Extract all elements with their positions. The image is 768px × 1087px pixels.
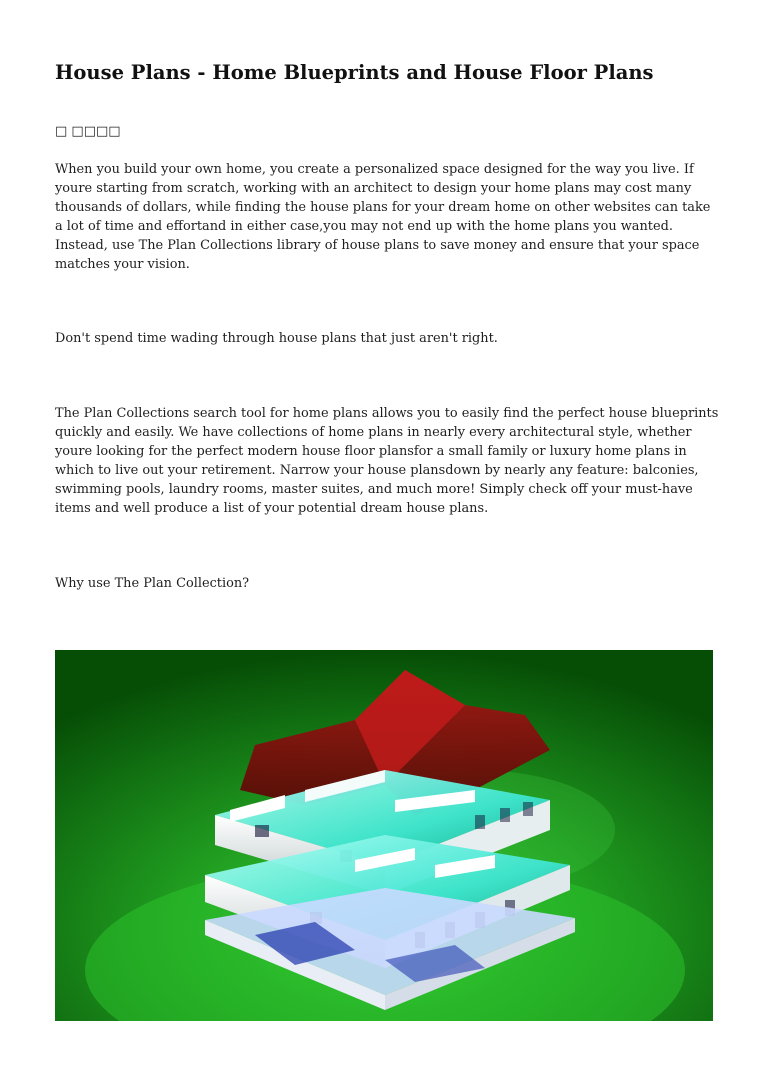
article-meta: □ □□□□ xyxy=(55,124,121,139)
paragraph-search-tool: The Plan Collections search tool for home plans allows you to easily find the perfect house blueprints quickly and easily. We have collections of home plans in nearly every architectural style, whether youre looking for the perfect modern house floor plansfor a small family or luxury home plans in which to live out your retirement. Narrow your house plansdown by nearly any feature: balconies, swimming pools, laundry rooms, master suites, and much more! Simply check off your must-have items and well produce a list of your potential dream house plans. xyxy=(55,406,719,516)
page-title: House Plans - Home Blueprints and House Floor Plans xyxy=(55,61,654,84)
paragraph-tip: Don't spend time wading through house plans that just aren't right. xyxy=(55,331,498,346)
paragraph-intro: When you build your own home, you create a personalized space designed for the way you live. If youre starting from scratch, working with an architect to design your home plans may cost many thousands of dollars, while finding the house plans for your dream home on other websites can take a lot of time and effortand in either case,you may not end up with the home plans you wanted. Instead, use The Plan Collections library of house plans to save money and ensure that your space matches your vision. xyxy=(55,162,711,272)
house-render-image xyxy=(55,650,713,1021)
paragraph-why: Why use The Plan Collection? xyxy=(55,576,250,591)
exploded-house-3d-render-icon xyxy=(55,650,713,1021)
